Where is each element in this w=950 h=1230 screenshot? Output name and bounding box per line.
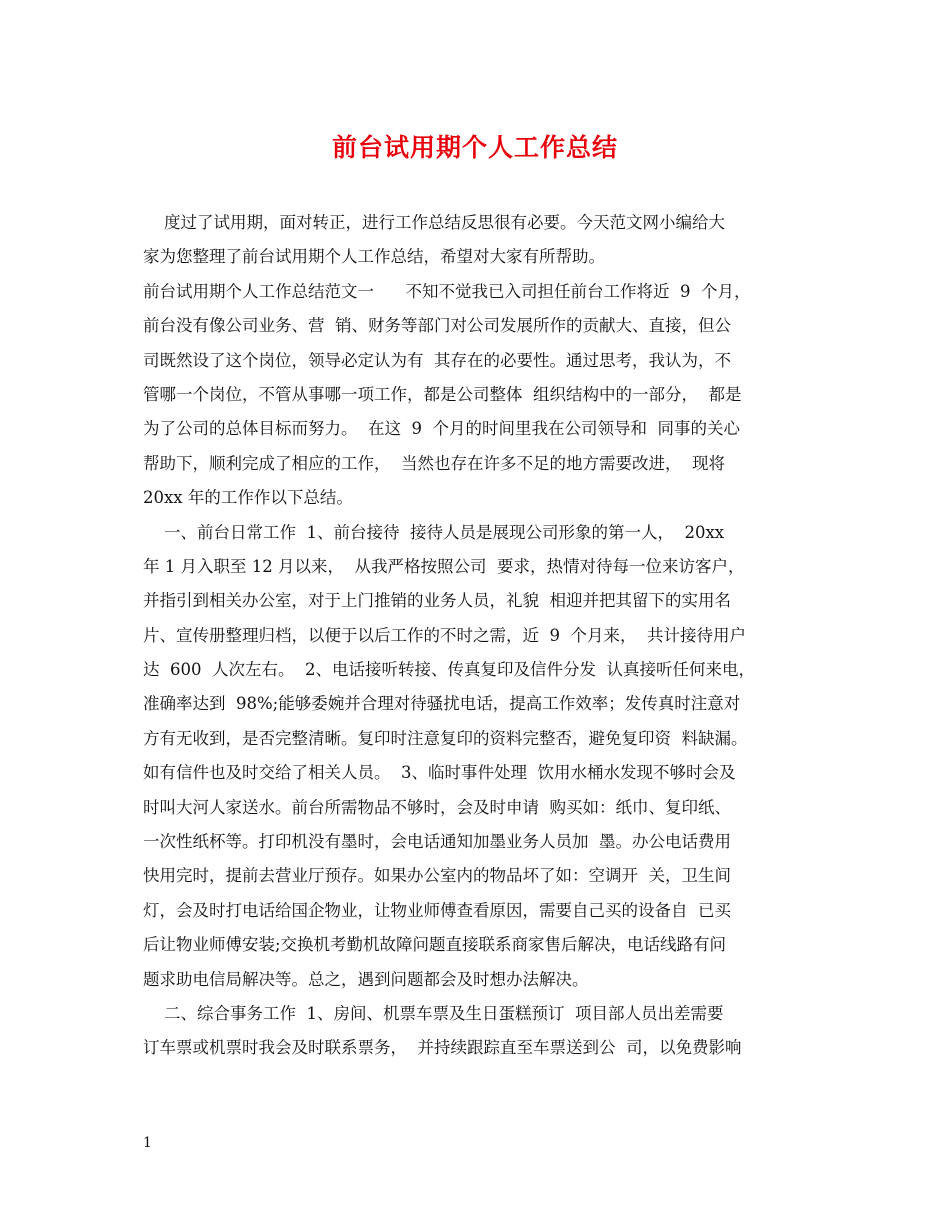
body-line: 达 600 人次左右。 2、电话接听转接、传真复印及信件分发 认真接听任何来电，: [143, 660, 755, 680]
page-number: 1: [143, 1135, 152, 1151]
body-line: 二、综合事务工作 1、房间、机票车票及生日蛋糕预订 项目部人员出差需要: [143, 1003, 724, 1023]
body-line: 度过了试用期，面对转正，进行工作总结反思很有必要。今天范文网小编给大: [143, 213, 725, 232]
body-line: 并指引到相关办公室，对于上门推销的业务人员，礼貌 相迎并把其留下的实用名: [143, 591, 731, 611]
body-line: 题求助电信局解决等。总之，遇到问题都会及时想办法解决。: [143, 969, 589, 989]
document-body: [143, 206, 813, 1066]
body-line: 快用完时，提前去营业厅预存。如果办公室内的物品坏了如：空调开 关，卫生间: [143, 866, 731, 886]
body-line: 前台试用期个人工作总结范文一 不知不觉我已入司担任前台工作将近 9 个月，: [143, 281, 751, 301]
body-line: 20xx 年的工作作以下总结。: [143, 488, 353, 508]
body-line: 管哪一个岗位，不管从事哪一项工作，都是公司整体 组织结构中的一部分， 都是: [143, 384, 742, 404]
body-line: 片、宣传册整理归档，以便于以后工作的不时之需，近 9 个月来， 共计接待用户: [143, 625, 746, 645]
body-line: 帮助下，顺利完成了相应的工作， 当然也存在许多不足的地方需要改进， 现将: [143, 453, 725, 473]
body-line: 司既然设了这个岗位，领导必定认为有 其存在的必要性。通过思考，我认为，不: [143, 350, 731, 370]
document-title: 前台试用期个人工作总结: [331, 133, 618, 162]
body-line: 一、前台日常工作 1、前台接待 接待人员是展现公司形象的第一人， 20xx: [143, 522, 725, 542]
body-line: 订车票或机票时我会及时联系票务， 并持续跟踪直至车票送到公 司，以免费影响: [143, 1038, 742, 1058]
body-line: 后让物业师傅安装;交换机考勤机故障问题直接联系商家售后解决，电话线路有问: [143, 935, 727, 955]
body-line: 准确率达到 98%;能够委婉并合理对待骚扰电话，提高工作效率；发传真时注意对: [143, 694, 741, 714]
body-line: 前台没有像公司业务、营 销、财务等部门对公司发展所作的贡献大、直接，但公: [143, 316, 731, 336]
body-line: 家为您整理了前台试用期个人工作总结，希望对大家有所帮助。: [143, 247, 605, 267]
body-line: 方有无收到，是否完整清晰。复印时注意复印的资料完整否，避免复印资 料缺漏。: [143, 728, 748, 748]
body-line: 为了公司的总体目标而努力。 在这 9 个月的时间里我在公司领导和 同事的关心: [143, 419, 740, 439]
body-line: 一次性纸杯等。打印机没有墨时，会电话通知加墨业务人员加 墨。办公电话费用: [143, 832, 731, 852]
body-line: 灯，会及时打电话给国企物业，让物业师傅查看原因，需要自己买的设备自 已买: [143, 900, 731, 920]
body-line: 时叫大河人家送水。前台所需物品不够时，会及时申请 购买如：纸巾、复印纸、: [143, 797, 731, 817]
body-line: 如有信件也及时交给了相关人员。 3、临时事件处理 饮用水桶水发现不够时会及: [143, 763, 736, 783]
body-line: 年 1 月入职至 12 月以来， 从我严格按照公司 要求，热情对待每一位来访客户，: [143, 556, 745, 576]
